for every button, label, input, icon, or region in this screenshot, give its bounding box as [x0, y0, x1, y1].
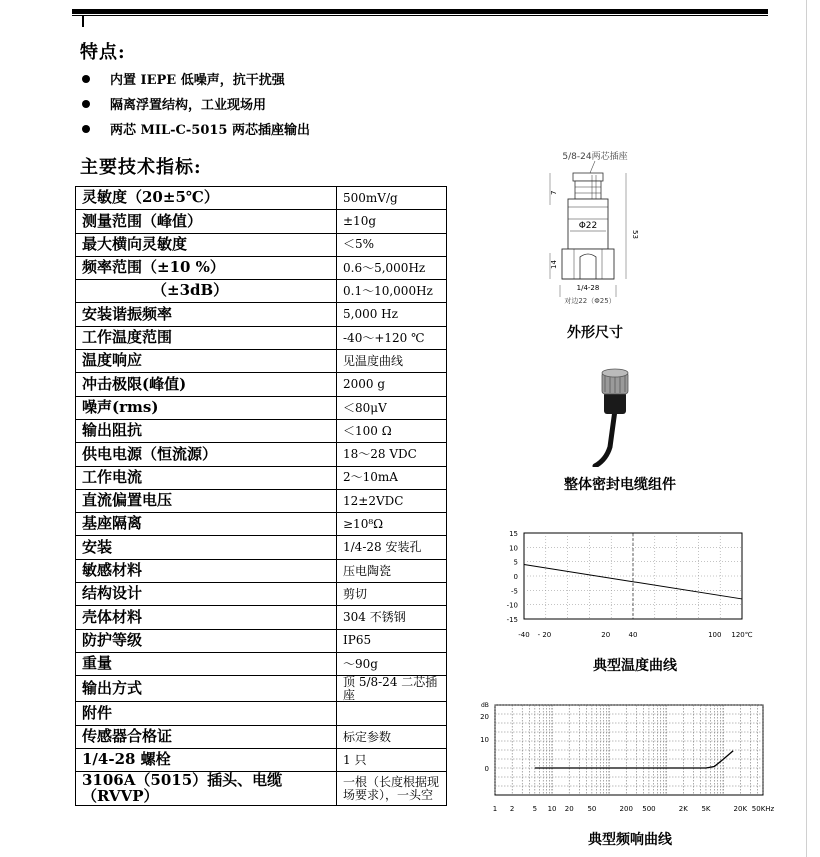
spec-key: 基座隔离: [76, 513, 337, 536]
spec-key: 最大横向灵敏度: [76, 233, 337, 256]
spec-row: [76, 536, 447, 559]
header-rule-thin: [72, 15, 768, 16]
spec-key: 工作电流: [76, 466, 337, 489]
spec-row: [76, 513, 447, 536]
spec-value: 顶 5/8-24 二芯插座: [337, 676, 447, 702]
x-tick-label: 1: [492, 805, 498, 813]
spec-row: [76, 233, 447, 256]
spec-row: [76, 676, 447, 702]
spec-value: 304 不锈钢: [337, 606, 447, 629]
spec-key: 3106A（5015）插头、电缆（RVVP）: [76, 772, 337, 806]
spec-row: [76, 373, 447, 396]
x-tick-label: 20: [601, 631, 611, 639]
y-tick-label: -10: [506, 601, 518, 610]
spec-value: ＜80μV: [337, 396, 447, 419]
spec-value: 2～10mA: [337, 466, 447, 489]
spec-value: IP65: [337, 629, 447, 652]
y-tick-label: 10: [480, 736, 489, 745]
x-tick-label: 5: [532, 805, 538, 813]
spec-key: 噪声(rms): [76, 396, 337, 419]
spec-row: [76, 443, 447, 466]
spec-row: [76, 396, 447, 419]
feature-item: 隔离浮置结构，工业现场用: [82, 91, 310, 116]
header-rule-thick: [72, 9, 768, 14]
spec-value: ＜100 Ω: [337, 419, 447, 442]
cable-photo: [560, 362, 670, 467]
spec-key: 敏感材料: [76, 559, 337, 582]
drawing-bottom-label: 对边22（Φ25）: [564, 297, 616, 305]
x-tick-label: 120℃: [731, 631, 753, 639]
outline-drawing: [530, 145, 660, 315]
spec-row: [76, 326, 447, 349]
y-tick-label: 5: [513, 558, 518, 567]
y-tick-label: 10: [509, 544, 518, 553]
spec-value: 1 只: [337, 749, 447, 772]
drawing-dia-label: Φ22: [578, 221, 598, 231]
x-tick-label: 40: [628, 631, 638, 639]
x-tick-label: 20K: [733, 805, 748, 813]
spec-value: 一根（长度根据现场要求），一头空: [337, 772, 447, 806]
spec-row: [76, 280, 447, 303]
x-tick-label: 50KHz: [751, 805, 775, 813]
header-tick: [82, 15, 84, 27]
drawing-top-label: 5/8-24两芯插座: [562, 152, 628, 162]
y-tick-label: 0: [513, 573, 518, 581]
spec-value: 见温度曲线: [337, 350, 447, 373]
spec-row: [76, 772, 447, 806]
unit-label: dB: [481, 702, 489, 709]
spec-key: 壳体材料: [76, 606, 337, 629]
spec-row: [76, 350, 447, 373]
spec-value: 12±2VDC: [337, 489, 447, 512]
frequency-chart: [475, 697, 775, 819]
spec-key: 重量: [76, 652, 337, 675]
drawing-caption: 外形尺寸: [567, 325, 623, 341]
spec-value: 500mV/g: [337, 187, 447, 210]
spec-row: [76, 702, 447, 725]
spec-table: [75, 186, 447, 806]
spec-row: [76, 749, 447, 772]
spec-row: [76, 583, 447, 606]
spec-key: 灵敏度（20±5℃）: [76, 187, 337, 210]
y-tick-label: 0: [484, 765, 489, 773]
features-list: [82, 66, 310, 141]
spec-value: 18～28 VDC: [337, 443, 447, 466]
spec-row: [76, 559, 447, 582]
features-title: 特点:: [80, 42, 126, 63]
spec-key: 结构设计: [76, 583, 337, 606]
spec-key: 测量范围（峰值）: [76, 210, 337, 233]
temperature-chart: [500, 525, 760, 643]
y-tick-label: 20: [480, 712, 489, 721]
x-tick-label: 50: [587, 805, 597, 813]
x-tick-label: 200: [619, 805, 633, 813]
spec-value: 1/4-28 安装孔: [337, 536, 447, 559]
spec-row: [76, 256, 447, 279]
spec-row: [76, 419, 447, 442]
spec-row: [76, 466, 447, 489]
spec-row: [76, 210, 447, 233]
y-tick-label: -15: [506, 616, 518, 624]
x-tick-label: 2K: [678, 805, 688, 813]
bullet-icon: [82, 125, 90, 133]
spec-value: ～90g: [337, 652, 447, 675]
spec-key: 供电电源（恒流源）: [76, 443, 337, 466]
spec-row: [76, 489, 447, 512]
specs-title: 主要技术指标:: [80, 157, 202, 178]
spec-value: 压电陶瓷: [337, 559, 447, 582]
spec-row: [76, 652, 447, 675]
spec-value: 标定参数: [337, 725, 447, 748]
spec-key: 直流偏置电压: [76, 489, 337, 512]
spec-value: 0.6～5,000Hz: [337, 256, 447, 279]
feature-item: 两芯 MIL-C-5015 两芯插座输出: [82, 116, 310, 141]
spec-value: [337, 702, 447, 725]
freq-chart-caption: 典型频响曲线: [588, 832, 672, 848]
spec-row: [76, 629, 447, 652]
bullet-icon: [82, 75, 90, 83]
x-tick-label: 2: [509, 805, 515, 813]
temp-chart-caption: 典型温度曲线: [593, 658, 677, 674]
drawing-height-label: 53: [631, 230, 639, 239]
y-tick-label: -5: [511, 587, 518, 596]
spec-key: 传感器合格证: [76, 725, 337, 748]
feature-item: 内置 IEPE 低噪声，抗干扰强: [82, 66, 310, 91]
drawing-dim-bottom: 14: [550, 260, 558, 269]
x-tick-label: 500: [642, 805, 656, 813]
spec-row: [76, 606, 447, 629]
spec-value: 5,000 Hz: [337, 303, 447, 326]
spec-key: 输出方式: [76, 676, 337, 702]
spec-row: [76, 187, 447, 210]
spec-value: -40～+120 ℃: [337, 326, 447, 349]
spec-key: 输出阻抗: [76, 419, 337, 442]
spec-row: [76, 303, 447, 326]
spec-key: 冲击极限(峰值): [76, 373, 337, 396]
drawing-dim-top: 7: [550, 190, 558, 195]
x-tick-label: 10: [547, 805, 557, 813]
spec-value: 0.1～10,000Hz: [337, 280, 447, 303]
spec-key: 温度响应: [76, 350, 337, 373]
spec-key: 1/4-28 螺栓: [76, 749, 337, 772]
spec-value: 2000 g: [337, 373, 447, 396]
cable-caption: 整体密封电缆组件: [564, 477, 676, 493]
spec-value: ＜5%: [337, 233, 447, 256]
spec-row: [76, 725, 447, 748]
drawing-thread-label: 1/4-28: [576, 284, 600, 292]
spec-value: ≥10⁸Ω: [337, 513, 447, 536]
bullet-icon: [82, 100, 90, 108]
x-tick-label: 5K: [701, 805, 711, 813]
spec-key: 安装: [76, 536, 337, 559]
x-tick-label: 100: [708, 631, 722, 639]
page-edge: [806, 0, 807, 857]
spec-key: 防护等级: [76, 629, 337, 652]
spec-key: 附件: [76, 702, 337, 725]
spec-key: 频率范围（±10 %）: [76, 256, 337, 279]
x-tick-label: -40: [518, 631, 530, 639]
spec-value: 剪切: [337, 583, 447, 606]
spec-key: （±3dB）: [76, 280, 337, 303]
x-tick-label: - 20: [537, 631, 552, 639]
spec-value: ±10g: [337, 210, 447, 233]
y-tick-label: 15: [509, 530, 518, 538]
spec-key: 安装谐振频率: [76, 303, 337, 326]
x-tick-label: 20: [564, 805, 574, 813]
spec-key: 工作温度范围: [76, 326, 337, 349]
